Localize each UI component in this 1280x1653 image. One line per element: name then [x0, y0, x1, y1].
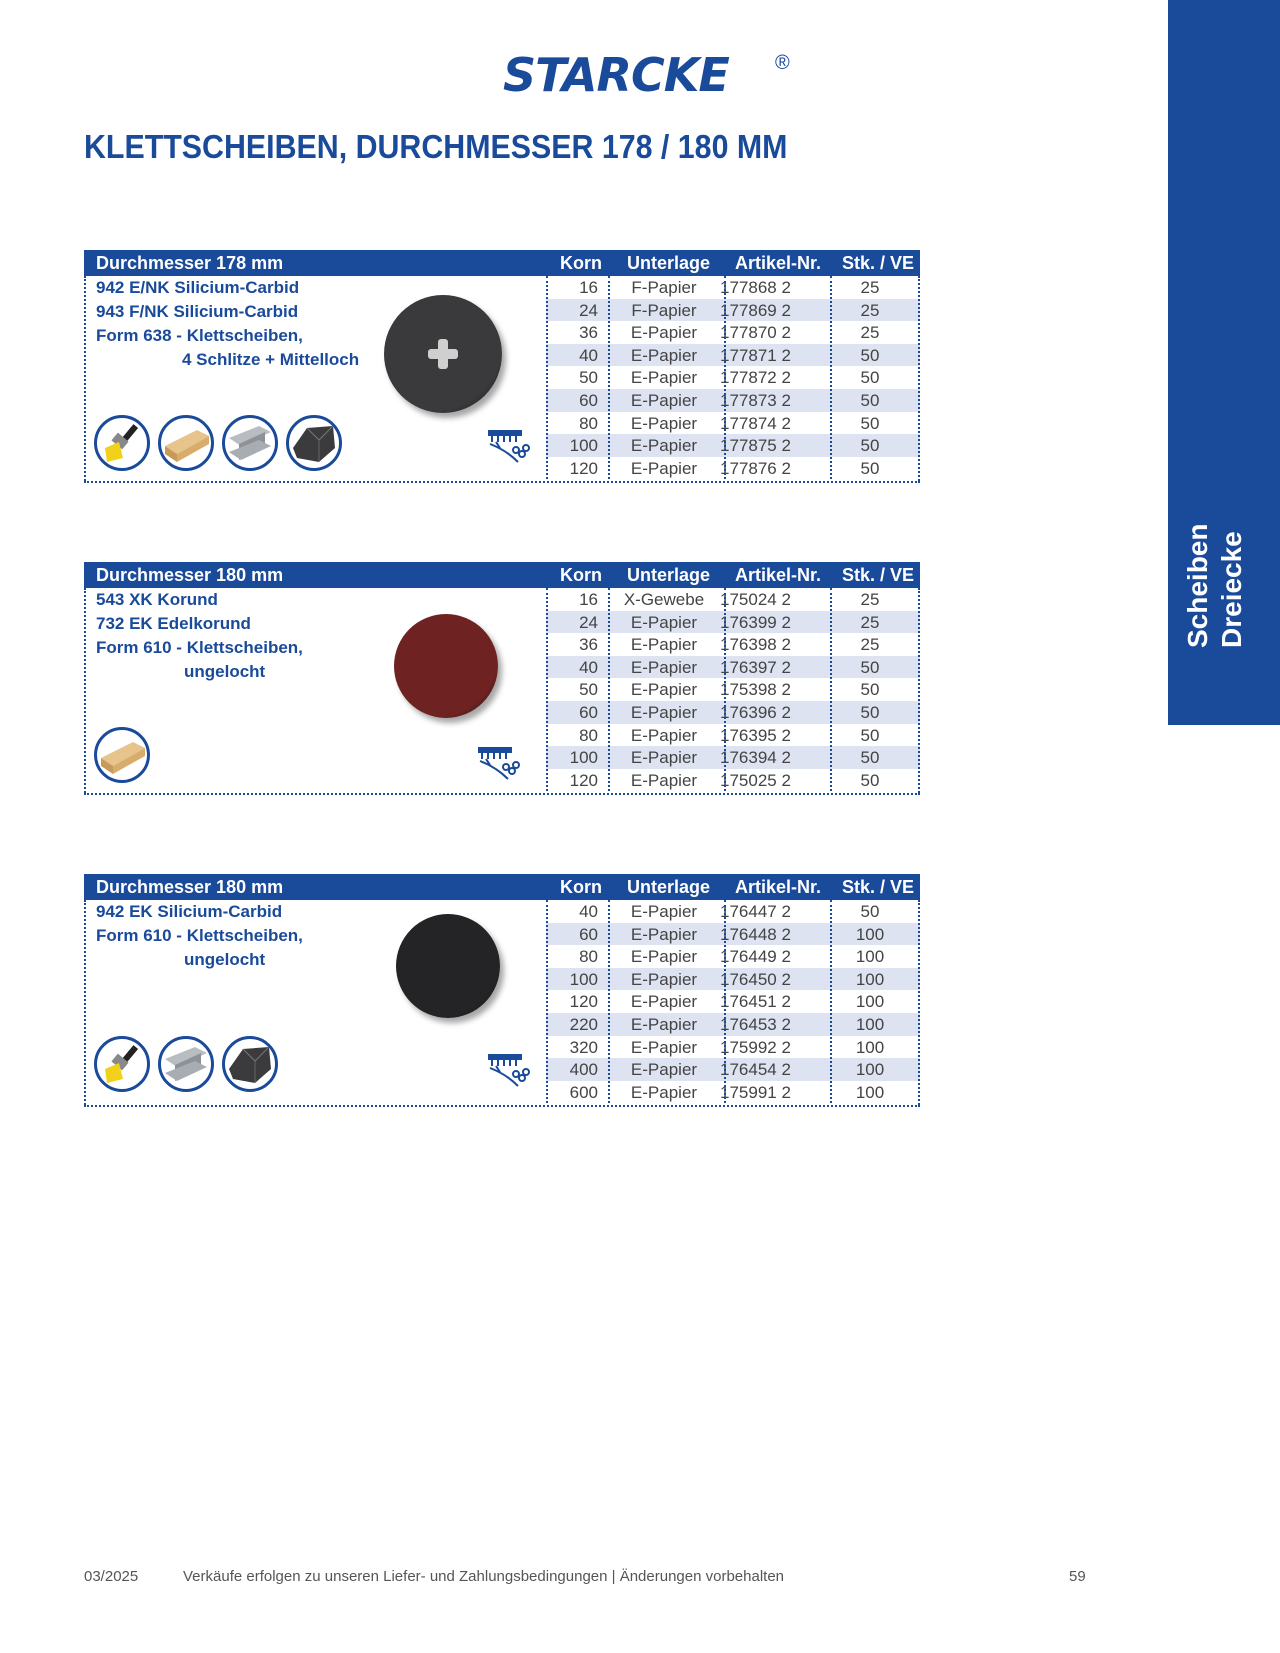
cell-unterlage: E-Papier [630, 748, 698, 768]
cell-artikel: 177873 2 [720, 391, 791, 410]
cell-artikel: 176395 2 [720, 725, 791, 745]
cell-stk: 50 [860, 703, 880, 722]
cell-korn: 100 [569, 436, 598, 456]
cell-korn: 100 [569, 748, 598, 768]
cell-stk: 50 [860, 368, 880, 388]
section-right-border [918, 276, 920, 481]
product-description-line: ungelocht [184, 662, 266, 681]
product-description-line: Form 610 - Klettscheiben, [96, 926, 303, 945]
wood-icon [94, 727, 150, 783]
column-divider [546, 276, 548, 479]
cell-artikel: 176453 2 [720, 1015, 791, 1034]
column-header-unterlage: Unterlage [627, 877, 711, 897]
cell-unterlage: E-Papier [630, 680, 698, 700]
table-row [546, 968, 920, 991]
table-row [546, 611, 920, 634]
section-title: Durchmesser 178 mm [96, 253, 284, 273]
brand-logo [503, 50, 803, 100]
cell-artikel: 175025 2 [720, 770, 791, 790]
brush-icon [94, 415, 150, 471]
product-description-line: Form 610 - Klettscheiben, [96, 638, 303, 657]
cell-korn: 16 [579, 590, 598, 609]
cell-unterlage: E-Papier [630, 1037, 698, 1057]
cell-unterlage: E-Papier [630, 657, 698, 677]
cell-korn: 220 [569, 1015, 598, 1034]
section-bottom-border [84, 481, 920, 483]
section-left-border [84, 588, 86, 793]
center-hole-icon [384, 295, 502, 413]
cell-stk: 50 [860, 680, 880, 700]
cell-unterlage: E-Papier [630, 612, 698, 632]
cell-korn: 80 [579, 725, 598, 745]
machine-sander-icon [476, 745, 524, 786]
cell-korn: 40 [579, 902, 598, 921]
cell-artikel: 177872 2 [720, 368, 791, 388]
cell-unterlage: E-Papier [630, 969, 698, 989]
cell-artikel: 176394 2 [720, 748, 791, 768]
footer-page-number: 59 [1069, 1568, 1086, 1585]
cell-stk: 50 [860, 413, 880, 433]
wood-icon [158, 415, 214, 471]
cell-stk: 100 [855, 1015, 885, 1034]
cell-korn: 60 [579, 924, 598, 944]
cell-unterlage: E-Papier [630, 770, 698, 790]
footer-date: 03/2025 [84, 1568, 139, 1585]
cell-unterlage: F-Papier [631, 300, 697, 320]
table-row [546, 923, 920, 946]
cell-artikel: 177870 2 [720, 323, 791, 343]
cell-stk: 50 [860, 748, 880, 768]
cell-unterlage: E-Papier [630, 635, 698, 655]
cell-artikel: 177871 2 [720, 345, 791, 365]
table-row [546, 990, 920, 1013]
cell-stk: 50 [860, 345, 880, 365]
cell-korn: 50 [579, 680, 598, 700]
table-row [546, 321, 920, 344]
cell-korn: 16 [579, 278, 598, 297]
table-row [546, 366, 920, 389]
cell-unterlage: E-Papier [630, 924, 698, 944]
table-row [546, 434, 920, 457]
table-row [546, 1036, 920, 1059]
column-header-korn: Korn [560, 565, 602, 585]
abrasive-disc-image [394, 614, 498, 718]
column-divider [546, 900, 548, 1103]
product-description-line: 942 EK Silicium-Carbid [96, 902, 283, 921]
cell-artikel: 175398 2 [720, 680, 791, 700]
cell-unterlage: E-Papier [630, 902, 698, 921]
product-description-line: 732 EK Edelkorund [96, 614, 251, 633]
product-description-line: Form 638 - Klettscheiben, [96, 326, 303, 345]
cell-artikel: 176451 2 [720, 992, 791, 1012]
column-header-stk: Stk. / VE [842, 877, 915, 897]
product-description-line: 943 F/NK Silicium-Carbid [96, 302, 299, 321]
registered-mark: ® [775, 52, 790, 74]
cell-korn: 120 [569, 770, 598, 790]
column-header-korn: Korn [560, 253, 602, 273]
cell-korn: 120 [569, 458, 598, 478]
brush-icon [94, 1036, 150, 1092]
cell-artikel: 177868 2 [720, 278, 791, 297]
cell-artikel: 177874 2 [720, 413, 791, 433]
cell-korn: 60 [579, 391, 598, 410]
cell-stk: 25 [860, 612, 880, 632]
side-tab-label-1: Scheiben [1182, 523, 1213, 648]
cell-korn: 400 [569, 1060, 598, 1080]
section-left-border [84, 900, 86, 1105]
cell-korn: 24 [579, 300, 598, 320]
side-tab-labels [1178, 523, 1268, 660]
page-title: KLETTSCHEIBEN, DURCHMESSER 178 / 180 MM [84, 128, 788, 165]
cell-korn: 120 [569, 992, 598, 1012]
table-row [546, 945, 920, 968]
column-divider [724, 900, 726, 1103]
machine-sander-icon [486, 1052, 534, 1093]
cell-unterlage: X-Gewebe [623, 590, 705, 609]
section-right-border [918, 588, 920, 793]
column-divider [830, 276, 832, 479]
section-header [84, 874, 920, 900]
cell-artikel: 176454 2 [720, 1060, 791, 1080]
cell-unterlage: E-Papier [630, 391, 698, 410]
stone-icon [286, 415, 342, 471]
cell-stk: 25 [860, 278, 880, 297]
table-row [546, 678, 920, 701]
table-row [546, 656, 920, 679]
footer-notice: Verkäufe erfolgen zu unseren Liefer- und Zahlungsbedingungen | Änderungen vorbehalten [183, 1568, 785, 1585]
column-divider [608, 588, 610, 791]
section-right-border [918, 900, 920, 1105]
cell-artikel: 176450 2 [720, 969, 791, 989]
abrasive-disc-image [396, 914, 500, 1018]
cell-unterlage: E-Papier [630, 725, 698, 745]
cell-artikel: 176399 2 [720, 612, 791, 632]
section-title: Durchmesser 180 mm [96, 565, 284, 585]
cell-artikel: 175991 2 [720, 1082, 791, 1102]
cell-unterlage: E-Papier [630, 1015, 698, 1034]
cell-stk: 25 [860, 300, 880, 320]
brand-name: STARCKE [503, 48, 729, 102]
section-left-border [84, 276, 86, 481]
product-description-line: 4 Schlitze + Mittelloch [182, 350, 360, 369]
column-divider [608, 276, 610, 479]
cell-stk: 100 [855, 1037, 885, 1057]
cell-stk: 25 [860, 590, 880, 609]
cell-stk: 50 [860, 657, 880, 677]
product-description-line: 942 E/NK Silicium-Carbid [96, 278, 300, 297]
cell-stk: 25 [860, 323, 880, 343]
table-row [546, 1013, 920, 1036]
cell-artikel: 177876 2 [720, 458, 791, 478]
table-row [546, 900, 920, 923]
cell-korn: 80 [579, 947, 598, 967]
cell-unterlage: E-Papier [630, 323, 698, 343]
cell-stk: 100 [855, 992, 885, 1012]
cell-stk: 100 [855, 969, 885, 989]
section-bottom-border [84, 793, 920, 795]
table-row [546, 276, 920, 299]
table-row [546, 701, 920, 724]
cell-artikel: 176449 2 [720, 947, 791, 967]
column-header-artikel: Artikel-Nr. [735, 877, 822, 897]
column-divider [724, 588, 726, 791]
table-row [546, 412, 920, 435]
cell-korn: 100 [569, 969, 598, 989]
cell-artikel: 176397 2 [720, 657, 791, 677]
table-row [546, 1081, 920, 1104]
cell-unterlage: E-Papier [630, 1060, 698, 1080]
section-header [84, 250, 920, 276]
column-divider [830, 588, 832, 791]
cell-stk: 100 [855, 947, 885, 967]
cell-artikel: 176396 2 [720, 703, 791, 722]
cell-korn: 600 [569, 1082, 598, 1102]
cell-unterlage: E-Papier [630, 703, 698, 722]
product-table [546, 900, 920, 1103]
table-row [546, 344, 920, 367]
cell-stk: 100 [855, 1060, 885, 1080]
column-header-stk: Stk. / VE [842, 565, 915, 585]
product-description-line: 543 XK Korund [96, 590, 218, 609]
steel-beam-icon [158, 1036, 214, 1092]
column-divider [546, 588, 548, 791]
table-row [546, 769, 920, 792]
cell-stk: 50 [860, 436, 880, 456]
table-row [546, 746, 920, 769]
machine-sander-icon [486, 428, 534, 469]
column-divider [724, 276, 726, 479]
column-header-artikel: Artikel-Nr. [735, 565, 822, 585]
cell-artikel: 177869 2 [720, 300, 791, 320]
cell-artikel: 177875 2 [720, 436, 791, 456]
cell-artikel: 176448 2 [720, 924, 791, 944]
cell-unterlage: E-Papier [630, 947, 698, 967]
column-header-unterlage: Unterlage [627, 253, 711, 273]
product-table [546, 588, 920, 791]
cell-korn: 40 [579, 345, 598, 365]
cell-artikel: 176447 2 [720, 902, 791, 921]
table-row [546, 1058, 920, 1081]
product-section [84, 874, 920, 1107]
cell-unterlage: E-Papier [630, 458, 698, 478]
column-header-unterlage: Unterlage [627, 565, 711, 585]
column-header-artikel: Artikel-Nr. [735, 253, 822, 273]
cell-artikel: 175024 2 [720, 590, 791, 609]
cell-artikel: 176398 2 [720, 635, 791, 655]
cell-korn: 320 [569, 1037, 598, 1057]
cell-unterlage: F-Papier [631, 278, 697, 297]
cell-stk: 100 [855, 924, 885, 944]
abrasive-disc-image [384, 295, 502, 413]
cell-unterlage: E-Papier [630, 1082, 698, 1102]
cell-stk: 100 [855, 1082, 885, 1102]
cell-korn: 40 [579, 657, 598, 677]
cell-stk: 50 [860, 391, 880, 410]
side-tab-label-2: Dreiecke [1216, 531, 1247, 648]
cell-stk: 50 [860, 902, 880, 921]
section-title: Durchmesser 180 mm [96, 877, 284, 897]
product-description-line: ungelocht [184, 950, 266, 969]
cell-unterlage: E-Papier [630, 992, 698, 1012]
cell-korn: 60 [579, 703, 598, 722]
cell-unterlage: E-Papier [630, 413, 698, 433]
cell-korn: 80 [579, 413, 598, 433]
cell-stk: 50 [860, 725, 880, 745]
table-row [546, 299, 920, 322]
cell-stk: 50 [860, 458, 880, 478]
cell-unterlage: E-Papier [630, 345, 698, 365]
section-bottom-border [84, 1105, 920, 1107]
stone-icon [222, 1036, 278, 1092]
cell-artikel: 175992 2 [720, 1037, 791, 1057]
cell-korn: 36 [579, 635, 598, 655]
table-row [546, 724, 920, 747]
column-header-stk: Stk. / VE [842, 253, 915, 273]
table-row [546, 588, 920, 611]
cell-korn: 50 [579, 368, 598, 388]
product-section [84, 562, 920, 795]
cell-stk: 50 [860, 770, 880, 790]
cell-korn: 24 [579, 612, 598, 632]
cell-unterlage: E-Papier [630, 436, 698, 456]
table-row [546, 633, 920, 656]
column-divider [608, 900, 610, 1103]
product-section [84, 250, 920, 483]
cell-stk: 25 [860, 635, 880, 655]
steel-beam-icon [222, 415, 278, 471]
column-divider [830, 900, 832, 1103]
cell-korn: 36 [579, 323, 598, 343]
section-header [84, 562, 920, 588]
product-table [546, 276, 920, 479]
table-row [546, 457, 920, 480]
cell-unterlage: E-Papier [630, 368, 698, 388]
column-header-korn: Korn [560, 877, 602, 897]
table-row [546, 389, 920, 412]
